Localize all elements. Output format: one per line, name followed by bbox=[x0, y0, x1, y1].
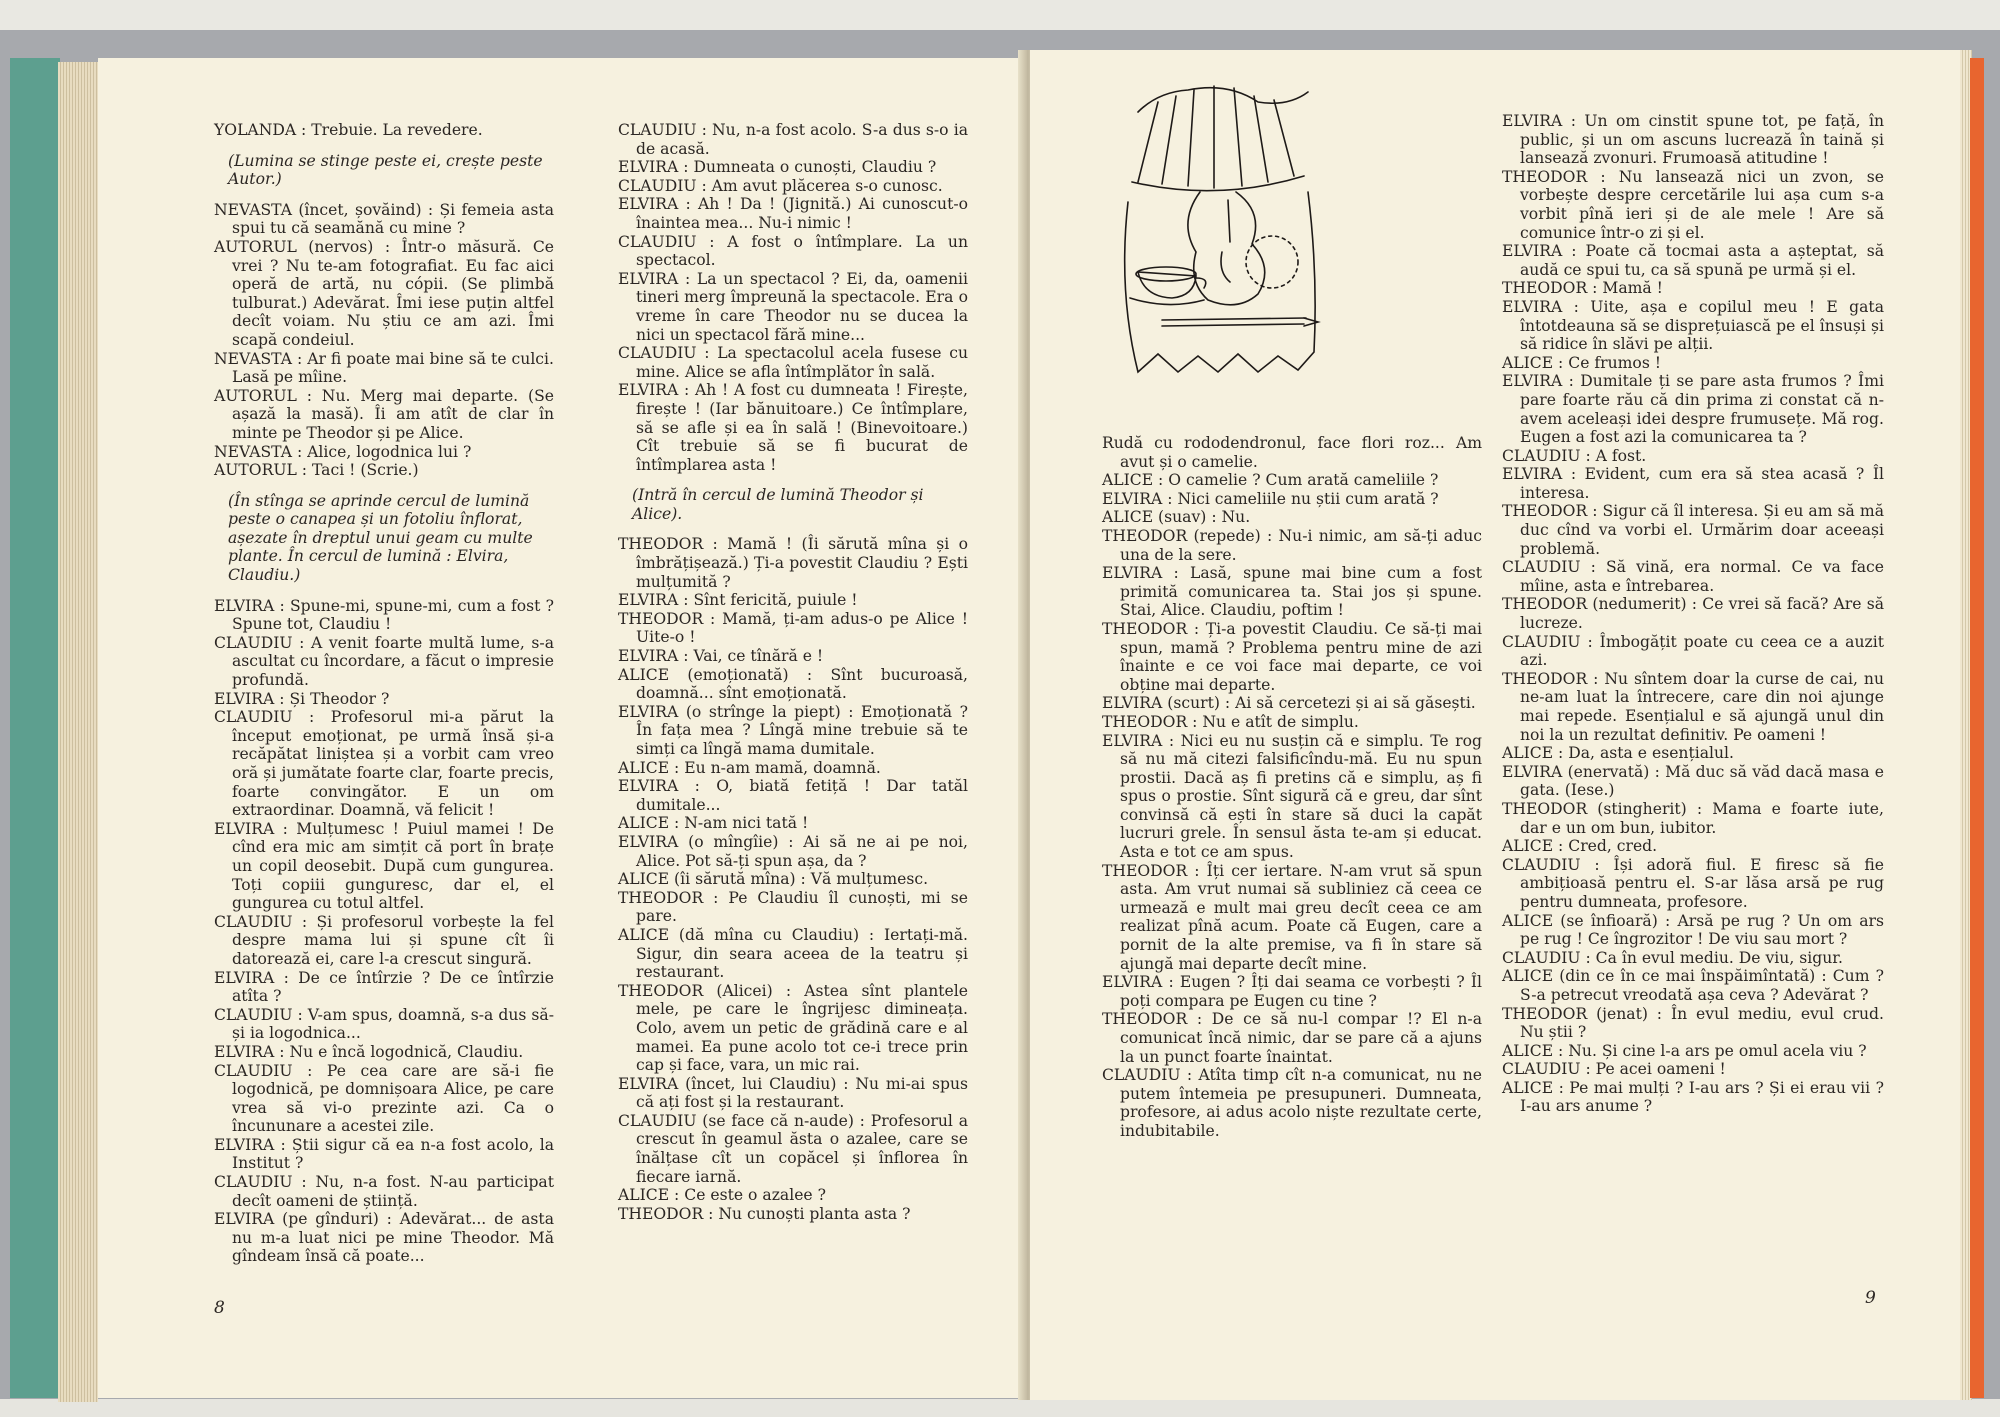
left-page bbox=[98, 58, 1023, 1398]
dialogue-line: ELVIRA : Poate că tocmai asta a așteptat, să audă ce spui tu, ca să spună pe urmă și el. bbox=[1502, 242, 1884, 279]
dialogue-line: ELVIRA : Vai, ce tînără e ! bbox=[618, 647, 824, 666]
dialogue-line: ALICE : Ce frumos ! bbox=[1502, 353, 1662, 372]
dialogue-line: THEODOR : Nu e atît de simplu. bbox=[1102, 712, 1359, 731]
dialogue-line: THEODOR : Pe Claudiu îl cunoști, mi se pare. bbox=[618, 888, 968, 926]
dialogue-line: ALICE : Ce este o azalee ? bbox=[618, 1186, 826, 1205]
dialogue-line: ALICE : Pe mai mulți ? I-au ars ? Și ei erau vii ? I-au ars anume ? bbox=[1502, 1078, 1884, 1116]
dialogue-line: CLAUDIU : Pe cea care are să-i fie logodnică, pe domnișoara Alice, pe care vrea să vi-o prezinte azi. Ca o încununare a acestei zile. bbox=[214, 1061, 554, 1136]
lamp-teacup-illustration bbox=[1118, 72, 1328, 384]
right-column-1 bbox=[1102, 434, 1482, 1141]
stage-direction: (Intră în cercul de lumină Theodor și Alice). bbox=[632, 486, 924, 523]
dialogue-line: ELVIRA (o strînge la piept) : Emoționată ? În fața mea ? Lîngă mine trebuie să te simți ca lîngă mama dumitale. bbox=[618, 702, 968, 758]
left-column-2 bbox=[618, 121, 968, 1223]
dialogue-line: ELVIRA : Sînt fericită, puiule ! bbox=[618, 591, 858, 610]
dialogue-line: CLAUDIU : Îmbogățit poate cu ceea ce a auzit azi. bbox=[1502, 632, 1884, 670]
dialogue-line: AUTORUL (nervos) : Într-o măsură. Ce vrei ? Nu te-am fotografiat. Eu fac aici operă de artă, nu cópii. (Se plimbă tulburat.) Adevărat. Îmi iese puțin altfel decît voiam. Nu știu ce am azi. Îmi scapă condeiul. bbox=[214, 237, 554, 349]
dialogue-line: ALICE (se înfioară) : Arsă pe rug ? Un om ars pe rug ! Ce îngrozitor ! De viu sau mort ? bbox=[1502, 911, 1884, 949]
dialogue-line: ALICE : O camelie ? Cum arată cameliile ? bbox=[1102, 471, 1439, 490]
dialogue-line: THEODOR : Nu lansează nici un zvon, se vorbește despre cercetările lui așa cum s-a vorbit pînă ieri și de ale mele ! Are să comunice într-o zi și el. bbox=[1502, 167, 1884, 242]
dialogue-line: CLAUDIU : Pe acei oameni ! bbox=[1502, 1060, 1726, 1079]
dialogue-line: ALICE : Eu n-am mamă, doamnă. bbox=[618, 758, 881, 777]
dialogue-line: ELVIRA : Nici eu nu susțin că e simplu. Te rog să nu mă citezi falsificîndu-mă. Eu nu spun prostii. Dacă aș fi pretins că e simplu, aș fi spus o prostie. Sînt sigură că e greu, dar sînt convinsă că ești în stare să duci la capăt lucruri grele. În sensul ăsta te-am și educat. Asta e tot ce am spus. bbox=[1102, 731, 1482, 862]
dialogue-line: THEODOR : Sigur că îl interesa. Și eu am să mă duc cînd va vorbi el. Urmărim doar aceeași problemă. bbox=[1502, 502, 1884, 558]
dialogue-line: NEVASTA : Ar fi poate mai bine să te culci. Lasă pe mîine. bbox=[214, 349, 554, 387]
dialogue-line: CLAUDIU : Am avut plăcerea s-o cunosc. bbox=[618, 176, 943, 195]
top-strip bbox=[0, 0, 2000, 30]
dialogue-line: ELVIRA : Nu e încă logodnică, Claudiu. bbox=[214, 1042, 524, 1061]
book-cover-edge bbox=[10, 58, 60, 1398]
right-page bbox=[1030, 50, 1968, 1400]
page-number-left: 8 bbox=[214, 1298, 225, 1318]
dialogue-line: THEODOR : Mamă ! (Îi sărută mîna și o îmbrățișează.) Ți-a povestit Claudiu ? Ești mulțumită ? bbox=[618, 535, 968, 591]
dialogue-line: THEODOR (repede) : Nu-i nimic, am să-ți aduc una de la sere. bbox=[1102, 526, 1482, 564]
dialogue-line: ALICE (suav) : Nu. bbox=[1102, 508, 1251, 527]
dialogue-line: NEVASTA : Alice, logodnica lui ? bbox=[214, 442, 472, 461]
dialogue-line: ALICE : Nu. Și cine l-a ars pe omul acela viu ? bbox=[1502, 1041, 1867, 1060]
left-column-1 bbox=[214, 121, 554, 1266]
dialogue-line: CLAUDIU : La spectacolul acela fusese cu mine. Alice se afla întîmplător în sală. bbox=[618, 344, 968, 381]
dialogue-line: THEODOR : Ți-a povestit Claudiu. Ce să-ți mai spun, mamă ? Problema pentru mine de azi înainte e ce voi face mai departe, ce voi obține mai departe. bbox=[1102, 619, 1482, 694]
dialogue-line: THEODOR : Mamă, ți-am adus-o pe Alice ! Uite-o ! bbox=[618, 609, 968, 647]
dialogue-line: CLAUDIU : A fost o întîmplare. La un spectacol. bbox=[618, 232, 968, 270]
dialogue-line: ELVIRA (enervată) : Mă duc să văd dacă masa e gata. (Iese.) bbox=[1502, 762, 1884, 800]
page-stack-edge bbox=[58, 62, 98, 1402]
dialogue-line: THEODOR (jenat) : În evul mediu, evul crud. Nu știi ? bbox=[1502, 1004, 1884, 1042]
dialogue-line: THEODOR : Nu cunoști planta asta ? bbox=[618, 1204, 911, 1223]
dialogue-line: ELVIRA : Spune-mi, spune-mi, cum a fost ? Spune tot, Claudiu ! bbox=[214, 596, 554, 634]
stage-direction: (În stînga se aprinde cercul de lumină peste o canapea și un fotoliu înflorat, așezate în dreptul unui geam cu multe plante. În cercul de lumină : Elvira, Claudiu.) bbox=[228, 491, 533, 585]
dialogue-line: ELVIRA (o mîngîie) : Ai să ne ai pe noi, Alice. Pot să-ți spun așa, da ? bbox=[618, 832, 968, 870]
dialogue-line: CLAUDIU : Ca în evul mediu. De viu, sigur. bbox=[1502, 948, 1843, 967]
dialogue-line: ELVIRA : O, biată fetiță ! Dar tatăl dumitale... bbox=[618, 777, 968, 814]
dialogue-line: ELVIRA : Evident, cum era să stea acasă ? Îl interesa. bbox=[1502, 465, 1884, 502]
dialogue-line: CLAUDIU : A fost. bbox=[1502, 446, 1647, 465]
dialogue-line: CLAUDIU (se face că n-aude) : Profesorul a crescut în geamul ăsta o azalee, care se înălțase cît un copăcel și înflorea în fiecare iarnă. bbox=[618, 1111, 968, 1186]
dialogue-line: ELVIRA : Lasă, spune mai bine cum a fost primită comunicarea ta. Stai jos și spune. Stai, Alice. Claudiu, poftim ! bbox=[1102, 564, 1482, 620]
dialogue-line: ELVIRA : Un om cinstit spune tot, pe față, în public, și un om ascuns lucrează în taină și lansează zvonuri. Frumoasă atitudine ! bbox=[1502, 112, 1884, 168]
dialogue-line: THEODOR : De ce să nu-l compar !? El n-a comunicat încă nimic, dar se pare că a ajuns la un punct foarte înaintat. bbox=[1102, 1010, 1482, 1066]
dialogue-line: ELVIRA : Mulțumesc ! Puiul mamei ! De cînd era mic am simțit că port în brațe un copil deosebit. După cum gungurea. Toți copiii gunguresc, dar el, el gungurea cu totul altfel. bbox=[214, 819, 554, 913]
dialogue-line: YOLANDA : Trebuie. La revedere. bbox=[214, 121, 483, 139]
dialogue-line: THEODOR : Mamă ! bbox=[1502, 279, 1663, 298]
dialogue-line: ELVIRA : Uite, așa e copilul meu ! E gata întotdeauna să se disprețuiască pe el însuși și să ridice în slăvi pe alții. bbox=[1502, 297, 1884, 354]
dialogue-line: ALICE (din ce în ce mai înspăimîntată) : Cum ? S-a petrecut vreodată așa ceva ? Adevărat ? bbox=[1502, 967, 1884, 1004]
dialogue-line: ELVIRA : De ce întîrzie ? De ce întîrzie atîta ? bbox=[214, 968, 554, 1006]
dialogue-line: ELVIRA : Dumneata o cunoști, Claudiu ? bbox=[618, 158, 937, 177]
dialogue-line: THEODOR (Alicei) : Astea sînt plantele mele, pe care le îngrijesc dimineața. Colo, avem un petic de grădină care e al mamei. Ea pune acolo tot ce-i trece prin cap și face, vara, un mic rai. bbox=[618, 981, 968, 1075]
dialogue-line: ELVIRA : Dumitale ți se pare asta frumos ? Îmi pare foarte rău că din prima zi constat că n-avem aceleași idei despre frumusețe. Mă rog. Eugen a fost azi la comunicarea ta ? bbox=[1502, 372, 1884, 447]
dialogue-line: THEODOR (nedumerit) : Ce vrei să facă? Are să lucreze. bbox=[1502, 595, 1884, 633]
dialogue-line: THEODOR : Nu sîntem doar la curse de cai, nu ne-am luat la întrecere, care din noi ajunge mai repede. Esențialul e să ajungă unul din noi la un rezultat definitiv. Pe oameni ! bbox=[1502, 669, 1884, 744]
dialogue-line: ELVIRA : Ah ! A fost cu dumneata ! Firește, firește ! (Iar bănuitoare.) Ce întîmplare, să se afle și ea în sală ! (Binevoitoare.) Cît trebuie să se fi bucurat de întîmplarea asta ! bbox=[618, 381, 968, 474]
dialogue-line: THEODOR (stingherit) : Mama e foarte iute, dar e un om bun, iubitor. bbox=[1502, 799, 1884, 837]
dialogue-line: ELVIRA : Știi sigur că ea n-a fost acolo, la Institut ? bbox=[214, 1135, 554, 1173]
dialogue-line: ELVIRA : La un spectacol ? Ei, da, oamenii tineri merg împreună la spectacole. Era o vreme în care Theodor nu se ducea la nici un spectacol fără mine... bbox=[618, 269, 968, 344]
dialogue-line: ALICE : Cred, cred. bbox=[1502, 837, 1658, 856]
dialogue-line: ALICE (emoționată) : Sînt bucuroasă, doamnă... sînt emoționată. bbox=[618, 665, 968, 703]
dialogue-line: CLAUDIU : Își adoră fiul. E firesc să fie ambițioasă pentru el. S-ar lăsa arsă pe rug pentru dumneata, profesore. bbox=[1502, 855, 1884, 911]
dialogue-line: Rudă cu rododendronul, face flori roz... Am avut și o camelie. bbox=[1102, 434, 1482, 471]
dialogue-line: ALICE (îi sărută mîna) : Vă mulțumesc. bbox=[618, 870, 929, 889]
dialogue-line: ELVIRA (scurt) : Ai să cercetezi și ai să găsești. bbox=[1102, 694, 1476, 713]
dialogue-line: THEODOR : Îți cer iertare. N-am vrut să spun asta. Am vrut numai să subliniez că ceea ce urmează e mult mai greu decît ceea ce am realizat pînă acum. Poate că Eugen, care a pornit de la alte premise, va fi în stare să ajungă mai departe decît mine. bbox=[1102, 861, 1482, 973]
bottom-strip bbox=[0, 1399, 2000, 1417]
dialogue-line: NEVASTA (încet, șovăind) : Și femeia asta spui tu că seamănă cu mine ? bbox=[214, 200, 554, 238]
dialogue-line: ALICE : Da, asta e esențialul. bbox=[1502, 744, 1735, 763]
dialogue-line: CLAUDIU : Să vină, era normal. Ce va face mîine, asta e întrebarea. bbox=[1502, 558, 1884, 595]
dialogue-line: CLAUDIU : Nu, n-a fost. N-au participat decît oameni de știință. bbox=[214, 1173, 554, 1210]
right-column-2 bbox=[1502, 112, 1884, 1116]
dialogue-line: CLAUDIU : Profesorul mi-a părut la început emoționat, pe urmă însă și-a recăpătat liniștea și a vorbit cam vreo oră și jumătate foarte clar, foarte precis, foarte convingător. E un om extraordinar. Doamnă, vă felicit ! bbox=[214, 708, 554, 820]
dialogue-line: ELVIRA (pe gînduri) : Adevărat... de asta nu m-a luat nici pe mine Theodor. Mă gîndeam însă că poate... bbox=[214, 1210, 554, 1266]
dialogue-line: AUTORUL : Taci ! (Scrie.) bbox=[214, 461, 419, 480]
dialogue-line: CLAUDIU : A venit foarte multă lume, s-a ascultat cu încordare, a făcut o impresie profundă. bbox=[214, 633, 554, 690]
dialogue-line: ALICE : N-am nici tată ! bbox=[618, 814, 809, 833]
dialogue-line: CLAUDIU : Atîta timp cît n-a comunicat, nu ne putem întemeia pe presupuneri. Dumneata, profesore, ai adus acolo niște rezultate certe, indubitabile. bbox=[1102, 1066, 1482, 1140]
red-bookmark-edge bbox=[1970, 58, 1984, 1398]
stage-direction: (Lumina se stinge peste ei, crește peste Autor.) bbox=[228, 151, 543, 189]
page-number-right: 9 bbox=[1865, 1288, 1876, 1308]
dialogue-line: ELVIRA : Și Theodor ? bbox=[214, 689, 390, 708]
dialogue-line: ELVIRA : Nici cameliile nu știi cum arată ? bbox=[1102, 489, 1439, 508]
dialogue-line: CLAUDIU : Nu, n-a fost acolo. S-a dus s-o ia de acasă. bbox=[618, 121, 968, 158]
dialogue-line: ELVIRA : Eugen ? Îți dai seama ce vorbești ? Îl poți compara pe Eugen cu tine ? bbox=[1102, 973, 1482, 1010]
dialogue-line: CLAUDIU : V-am spus, doamnă, s-a dus să-și ia logodnica... bbox=[214, 1005, 554, 1043]
dialogue-line: AUTORUL : Nu. Merg mai departe. (Se așază la masă). Îi am atît de clar în minte pe Theodor și pe Alice. bbox=[214, 386, 554, 442]
dialogue-line: ELVIRA : Ah ! Da ! (Jignită.) Ai cunoscut-o înaintea mea... Nu-i nimic ! bbox=[618, 195, 968, 232]
dialogue-line: ALICE (dă mîna cu Claudiu) : Iertați-mă. Sigur, din seara aceea de la teatru și restaurant. bbox=[618, 925, 968, 982]
dialogue-line: ELVIRA (încet, lui Claudiu) : Nu mi-ai spus că ați fost și la restaurant. bbox=[618, 1074, 968, 1112]
dialogue-line: CLAUDIU : Și profesorul vorbește la fel despre mama lui și spune cît îi datorează ei, care l-a crescut singură. bbox=[214, 912, 554, 968]
